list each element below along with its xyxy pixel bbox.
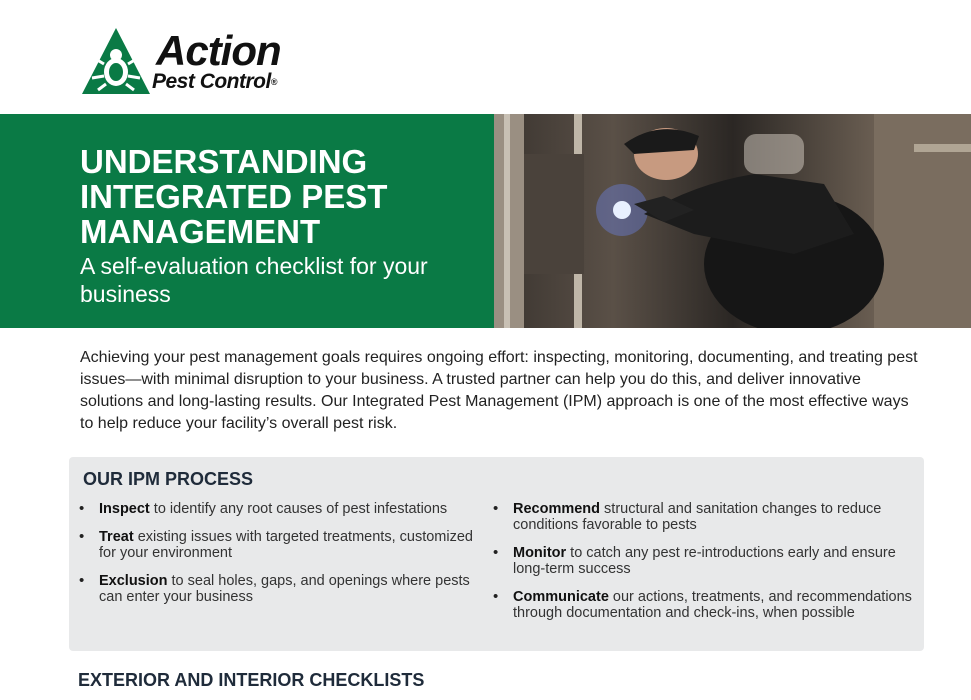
list-item: • Recommend structural and sanitation changes to reduce conditions favorable to pests: [499, 501, 919, 533]
hero-photo: [494, 114, 971, 328]
hero-green-panel: [0, 114, 494, 328]
intro-paragraph: Achieving your pest management goals requires ongoing effort: inspecting, monitoring, documenting, and treating pest issues—with minimal disruption to your business. A trusted partner can help you do this, and deliver innovative solutions and long-lasting results. Our Integrated Pest Management (IPM) approach is one of the most effective ways to help reduce your facility’s overall pest risk.: [80, 349, 918, 432]
list-item: • Exclusion to seal holes, gaps, and openings where pests can enter your business: [85, 573, 485, 605]
page-title: UNDERSTANDING INTEGRATED PEST MANAGEMENT: [80, 143, 388, 250]
ipm-right-list: [499, 501, 919, 633]
list-item: • Treat existing issues with targeted treatments, customized for your environment: [85, 529, 485, 561]
hero-banner: [0, 114, 971, 328]
list-item: • Monitor to catch any pest re-introductions early and ensure long-term success: [499, 545, 919, 577]
list-item: • Inspect to identify any root causes of pest infestations: [85, 501, 485, 517]
logo-word-pest-control: Pest Control®: [152, 70, 277, 93]
technician-illustration: [494, 114, 971, 328]
page-subtitle: A self-evaluation checklist for your business: [80, 253, 428, 307]
ipm-heading: OUR IPM PROCESS: [83, 469, 254, 489]
ipm-left-list: [85, 501, 485, 617]
list-item: • Communicate our actions, treatments, and recommendations through documentation and check-ins, when possible: [499, 589, 919, 621]
logo-triangle-icon: [82, 28, 150, 94]
logo-word-action: Action: [156, 27, 281, 74]
brand-logo: [82, 28, 322, 96]
ipm-process-box: [69, 457, 924, 651]
checklists-heading: EXTERIOR AND INTERIOR CHECKLISTS: [78, 670, 425, 690]
